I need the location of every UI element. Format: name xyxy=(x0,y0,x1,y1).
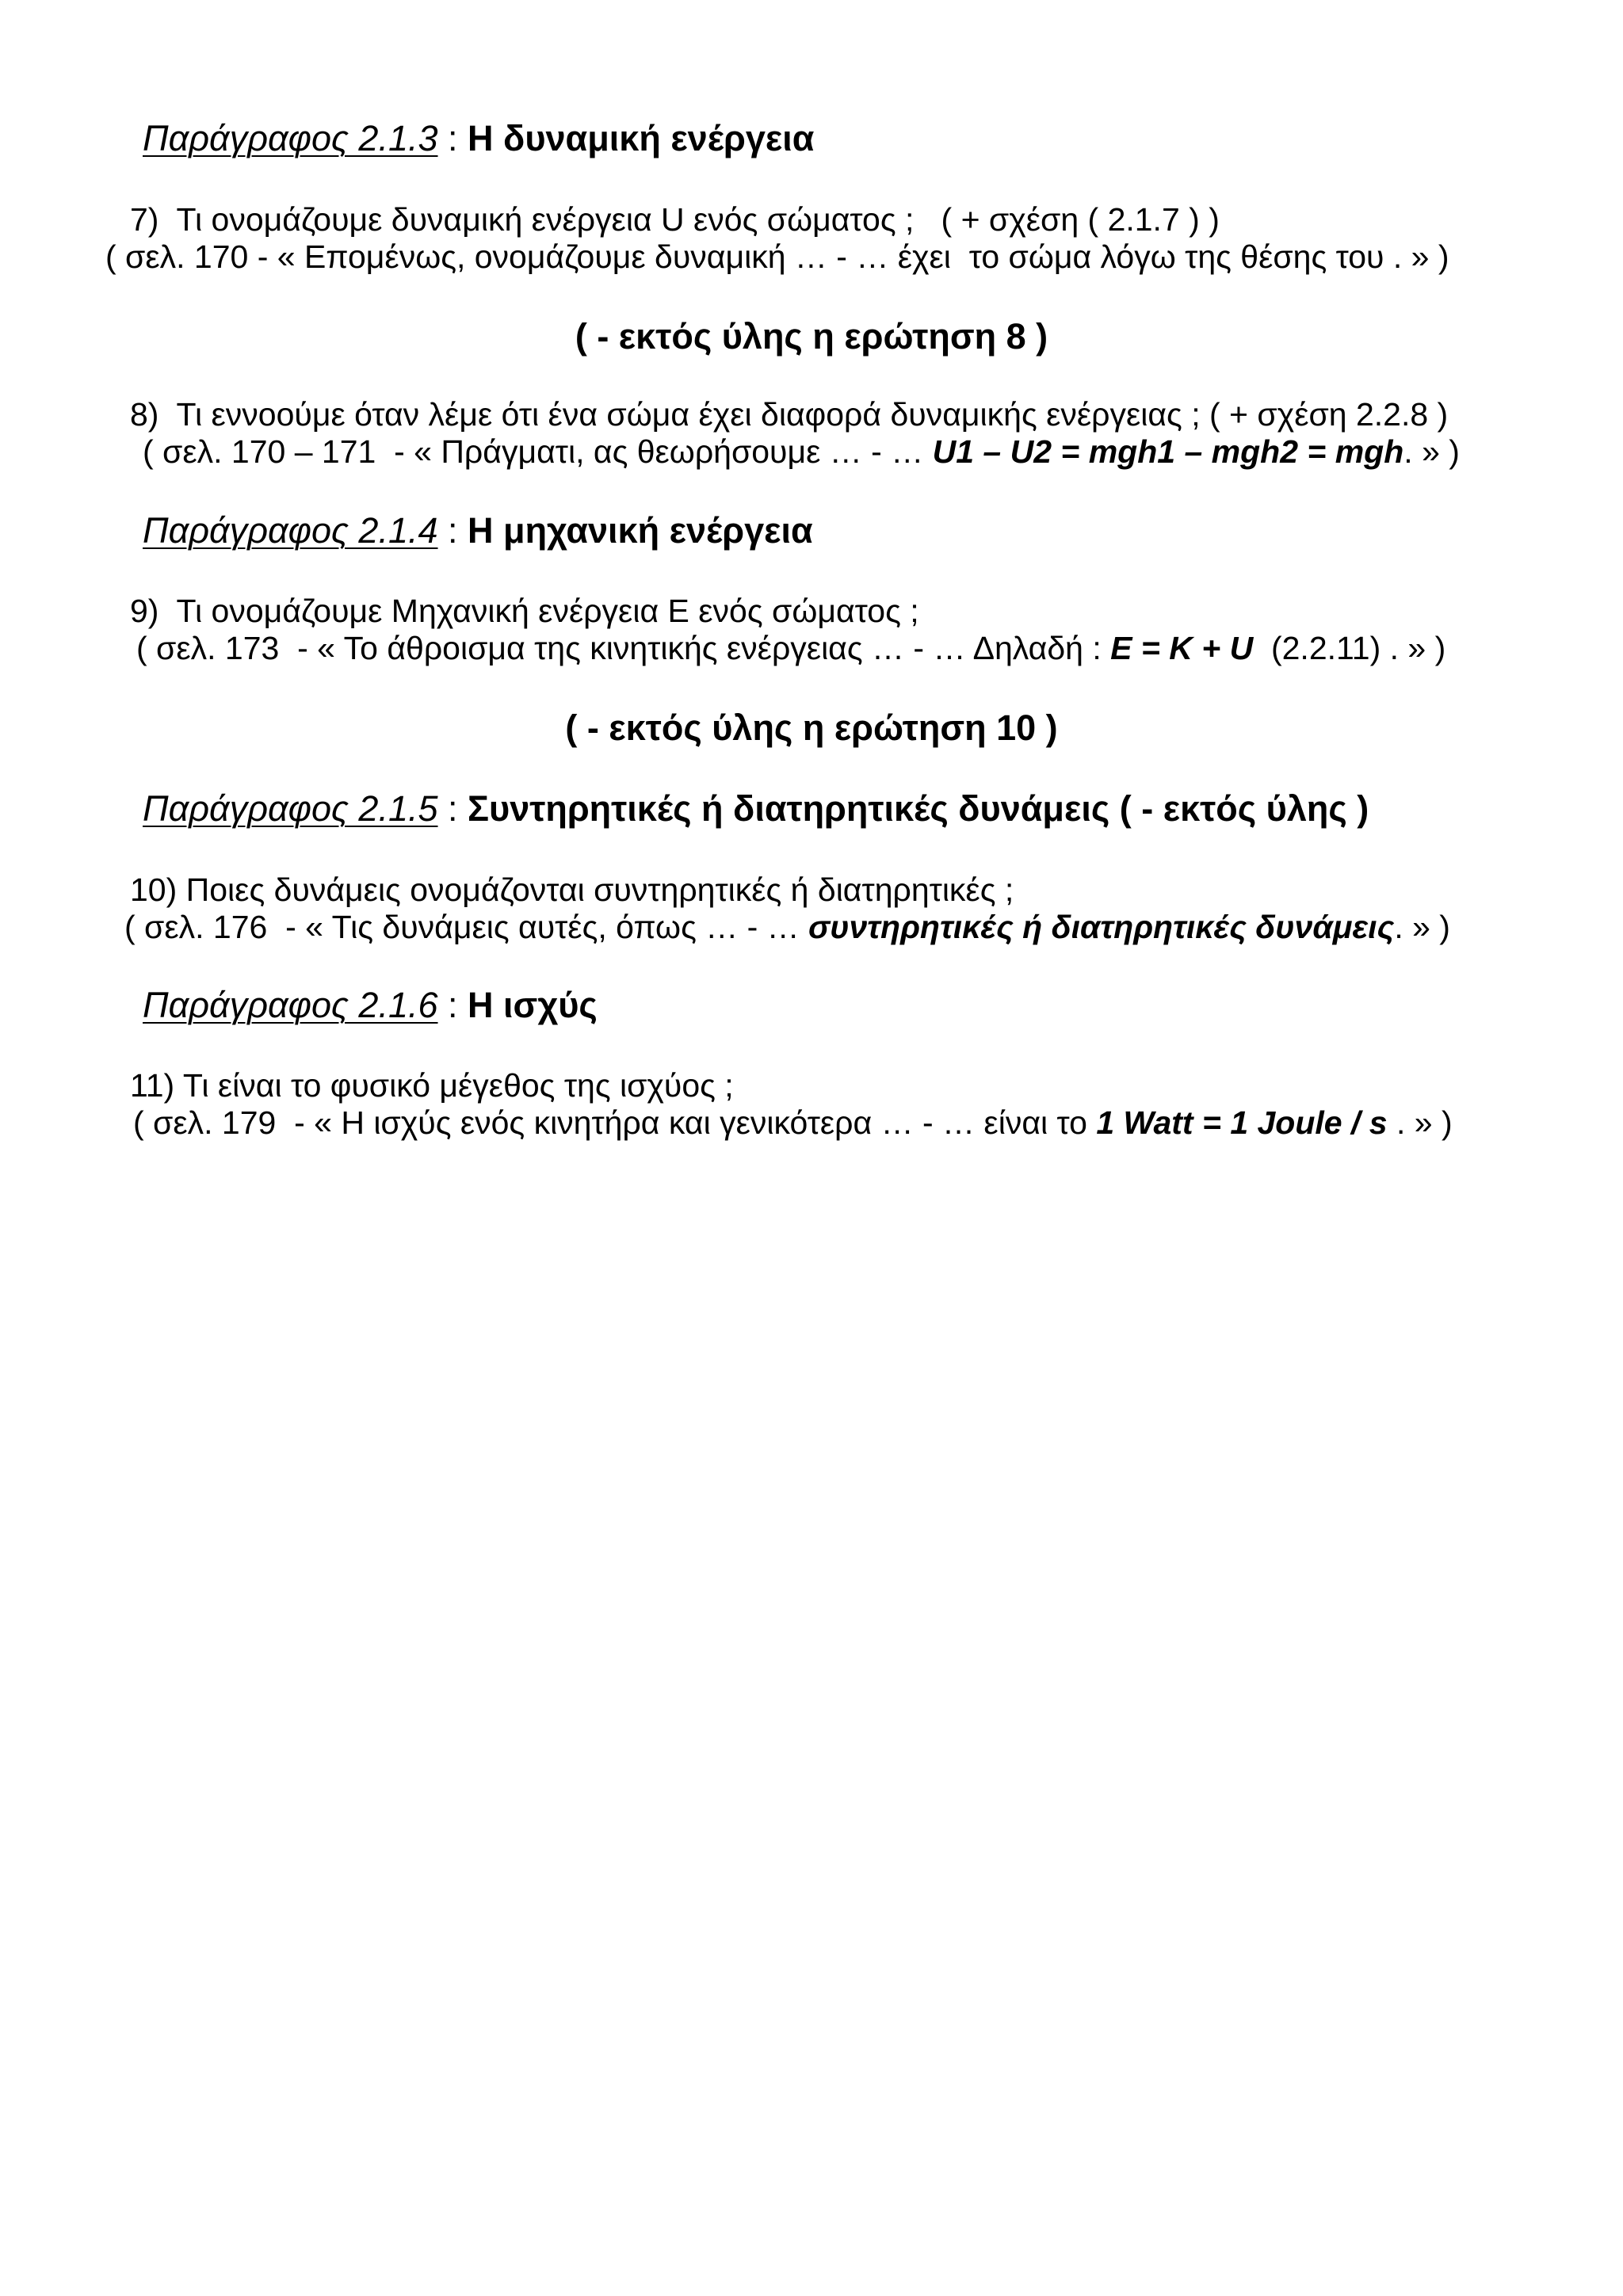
heading-separator: : xyxy=(437,118,468,158)
heading-separator: : xyxy=(437,985,468,1025)
reference-end: (2.2.11) . » ) xyxy=(1253,630,1446,666)
section-title: Η δυναμική ενέργεια xyxy=(468,118,815,158)
section-title: Η μηχανική ενέργεια xyxy=(468,510,813,551)
reference-text: ( σελ. 173 - « Το άθροισμα της κινητικής ενέργειας … - … Δηλαδή : xyxy=(136,630,1111,666)
formula: συντηρητικές ή διατηρητικές δυνάμεις xyxy=(808,909,1395,945)
section-title: Συντηρητικές ή διατηρητικές δυνάμεις ( - εκτός ύλης ) xyxy=(468,788,1369,829)
question-11: 11) Τι είναι το φυσικό μέγεθος της ισχύος ; xyxy=(130,1067,734,1104)
reference-text: ( σελ. 176 - « Τις δυνάμεις αυτές, όπως … - … xyxy=(124,909,809,945)
section-heading-2-1-6 xyxy=(143,987,598,1023)
reference-end: . » ) xyxy=(1394,909,1450,945)
paragraph-ref: Παράγραφος 2.1.4 xyxy=(143,510,438,551)
question-10: 10) Ποιες δυνάμεις ονομάζονται συντηρητικές ή διατηρητικές ; xyxy=(130,871,1014,908)
section-heading-2-1-3 xyxy=(143,120,814,156)
reference-9 xyxy=(136,632,1445,665)
excluded-note-8: ( - εκτός ύλης η ερώτηση 8 ) xyxy=(575,316,1048,357)
paragraph-ref: Παράγραφος 2.1.3 xyxy=(143,118,438,158)
reference-10 xyxy=(124,911,1450,944)
reference-7: ( σελ. 170 - « Επομένως, ονομάζουμε δυναμική … - … έχει το σώμα λόγω της θέσης του . » ) xyxy=(105,238,1449,275)
reference-text: ( σελ. 170 – 171 - « Πράγματι, ας θεωρήσουμε … - … xyxy=(143,433,933,470)
heading-separator: : xyxy=(437,788,468,829)
question-7: 7) Τι ονομάζουμε δυναμική ενέργεια U ενός σώματος ; ( + σχέση ( 2.1.7 ) ) xyxy=(130,201,1220,238)
reference-end: . » ) xyxy=(1387,1104,1453,1141)
formula: U1 – U2 = mgh1 – mgh2 = mgh xyxy=(932,433,1404,470)
paragraph-ref: Παράγραφος 2.1.5 xyxy=(143,788,438,829)
reference-end: . » ) xyxy=(1403,433,1460,470)
reference-11 xyxy=(133,1104,1453,1141)
section-heading-2-1-5 xyxy=(143,788,1369,829)
question-9: 9) Τι ονομάζουμε Μηχανική ενέργεια Ε ενός σώματος ; xyxy=(130,593,919,629)
paragraph-ref: Παράγραφος 2.1.6 xyxy=(143,985,438,1025)
reference-text: ( σελ. 179 - « Η ισχύς ενός κινητήρα και γενικότερα … - … είναι το xyxy=(133,1104,1097,1141)
reference-8 xyxy=(143,433,1460,470)
formula: 1 Watt = 1 Joule / s xyxy=(1096,1104,1388,1141)
question-8: 8) Τι εννοούμε όταν λέμε ότι ένα σώμα έχει διαφορά δυναμικής ενέργειας ; ( + σχέση 2.2.8 ) xyxy=(130,396,1449,433)
section-title: Η ισχύς xyxy=(468,985,598,1025)
section-heading-2-1-4 xyxy=(143,510,813,551)
formula: E = K + U xyxy=(1110,630,1254,666)
excluded-note-10: ( - εκτός ύλης η ερώτηση 10 ) xyxy=(565,707,1058,748)
heading-separator: : xyxy=(437,510,468,551)
